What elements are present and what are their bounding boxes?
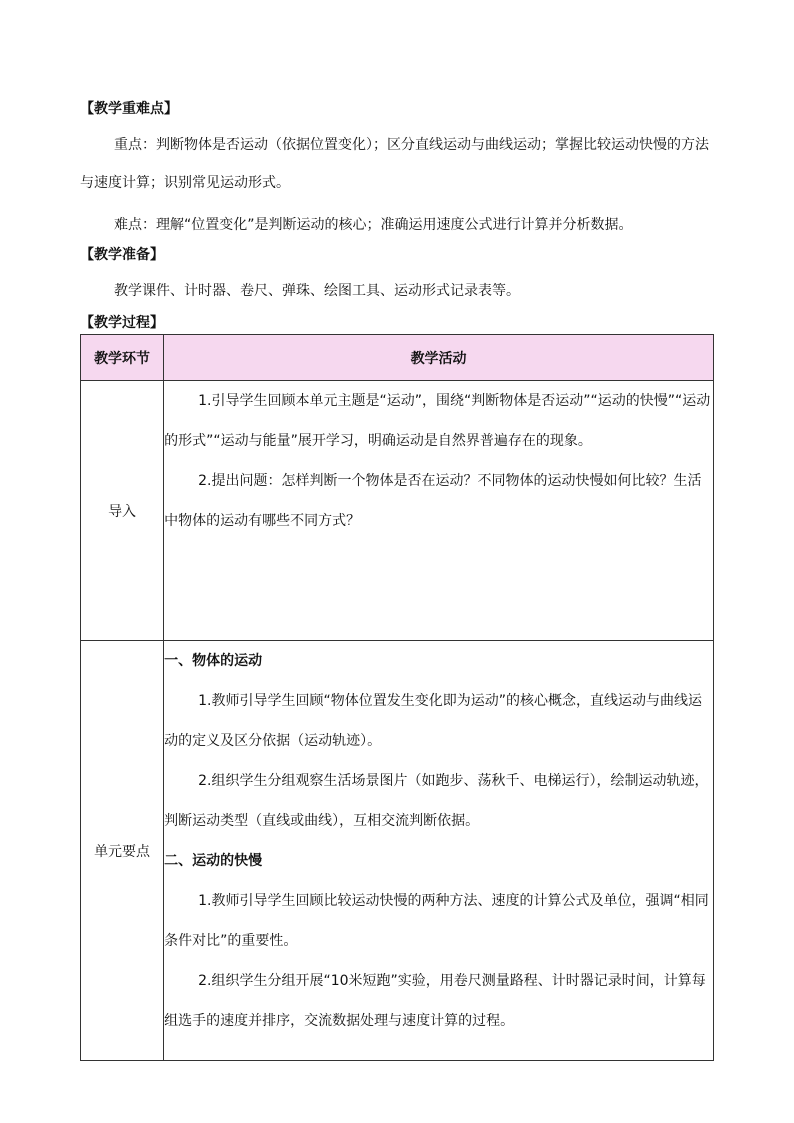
column-header-stage: 教学环节 <box>81 335 164 381</box>
process-heading: 【教学过程】 <box>80 315 164 331</box>
stage-cell: 单元要点 <box>81 641 164 1061</box>
activity-paragraph: 1.教师引导学生回顾“物体位置发生变化即为运动”的核心概念，直线运动与曲线运动的定义及区分依据（运动轨迹）。 <box>164 693 702 749</box>
activity-paragraph: 1.教师引导学生回顾比较运动快慢的两种方法、速度的计算公式及单位，强调“相同条件对比”的重要性。 <box>164 893 709 949</box>
preparation-text: 教学课件、计时器、卷尺、弹珠、绘图工具、运动形式记录表等。 <box>114 283 520 299</box>
activity-cell <box>164 641 714 1061</box>
process-table <box>80 334 714 1061</box>
activity-paragraph: 2.组织学生分组观察生活场景图片（如跑步、荡秋千、电梯运行），绘制运动轨迹，判断运动类型（直线或曲线），互相交流判断依据。 <box>164 773 709 829</box>
activity-paragraph: 1.引导学生回顾本单元主题是“运动”，围绕“判断物体是否运动”“运动的快慢”“运动的形式”“运动与能量”展开学习，明确运动是自然界普遍存在的现象。 <box>164 393 711 449</box>
activity-cell <box>164 381 714 641</box>
table-row <box>81 381 714 641</box>
table-header-row <box>81 335 714 381</box>
stage-cell: 导入 <box>81 381 164 641</box>
section-subheading: 一、物体的运动 <box>164 653 263 669</box>
key-points-text: 重点：判断物体是否运动（依据位置变化）；区分直线运动与曲线运动；掌握比较运动快慢的方法与速度计算；识别常见运动形式。 <box>80 137 709 191</box>
section-subheading: 二、运动的快慢 <box>164 853 263 869</box>
column-header-activity: 教学活动 <box>164 335 714 381</box>
difficulty-text: 难点：理解“位置变化”是判断运动的核心；准确运用速度公式进行计算并分析数据。 <box>114 217 633 233</box>
key-points-heading: 【教学重难点】 <box>80 101 178 117</box>
preparation-heading: 【教学准备】 <box>80 247 164 263</box>
activity-paragraph: 2.组织学生分组开展“10米短跑”实验，用卷尺测量路程、计时器记录时间，计算每组选手的速度并排序，交流数据处理与速度计算的过程。 <box>164 973 706 1029</box>
table-row <box>81 641 714 1061</box>
activity-paragraph: 2.提出问题：怎样判断一个物体是否在运动？不同物体的运动快慢如何比较？生活中物体的运动有哪些不同方式？ <box>164 473 702 529</box>
